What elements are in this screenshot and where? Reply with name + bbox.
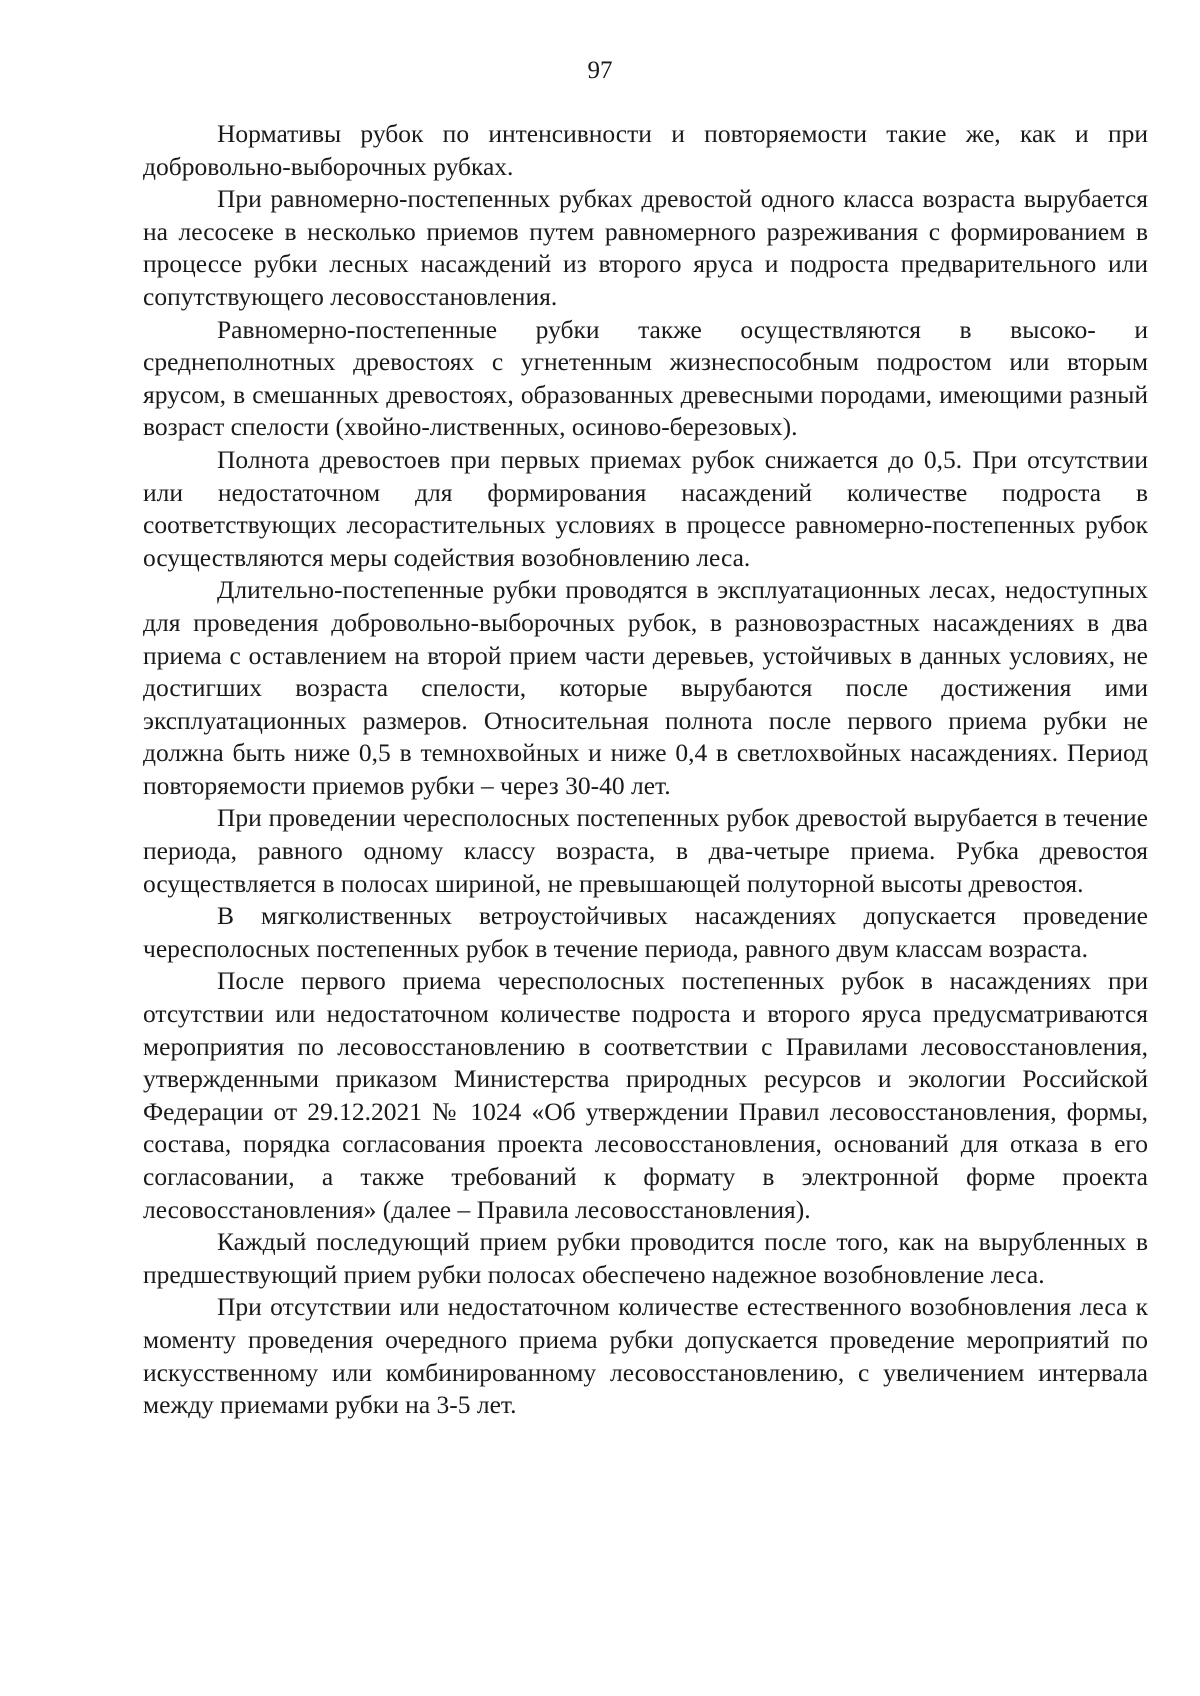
paragraph-soft-deciduous-stands: В мягколиственных ветроустойчивых насаждениях допускается проведение чересполосных постепенных рубок в течение периода, равного двум классам возраста. [143, 901, 1148, 963]
paragraph-reforestation-measures: После первого приема чересполосных постепенных рубок в насаждениях при отсутствии или недостаточном количестве подроста и второго яруса предусматриваются мероприятия по лесовосстановлению в соответствии с Правилами лесовосстановления, утвержденными приказом Министерства природных ресурсов и экологии Российской Федерации от 29.12.2021 № 1024 «Об утверждении Правил лесовосстановления, формы, состава, порядка согласования проекта лесовосстановления, оснований для отказа в его согласовании, а также требований к формату в электронной форме проекта лесовосстановления» (далее – Правила лесовосстановления). [143, 966, 1148, 1224]
paragraph-long-term-gradual-cuttings: Длительно-постепенные рубки проводятся в эксплуатационных лесах, недоступных для проведения добровольно-выборочных рубок, в разновозрастных насаждениях в два приема с оставлением на второй прием части деревьев, устойчивых в данных условиях, не достигших возраста спелости, которые вырубаются после достижения ими эксплуатационных размеров. Относительная полнота после первого приема рубки не должна быть ниже 0,5 в темнохвойных и ниже 0,4 в светлохвойных насаждениях. Период повторяемости приемов рубки – через 30-40 лет. [143, 575, 1148, 800]
paragraph-strip-gradual-cuttings: При проведении чересполосных постепенных рубок древостой вырубается в течение периода, равного одному классу возраста, в два-четыре приема. Рубка древостоя осуществляется в полосах шириной, не превышающей полуторной высоты древостоя. [143, 803, 1148, 898]
paragraph-stand-density: Полнота древостоев при первых приемах рубок снижается до 0,5. При отсутствии или недостаточном для формирования насаждений количестве подроста в соответствующих лесорастительных условиях в процессе равномерно-постепенных рубок осуществляются меры содействия возобновлению леса. [143, 444, 1148, 572]
paragraph-subsequent-cuttings: Каждый последующий прием рубки проводится после того, как на вырубленных в предшествующий прием рубки полосах обеспечено надежное возобновление леса. [143, 1227, 1148, 1289]
paragraph-cutting-norms: Нормативы рубок по интенсивности и повторяемости такие же, как и при добровольно-выборочных рубках. [143, 119, 1148, 181]
paragraph-uniform-gradual-cuttings: При равномерно-постепенных рубках древостой одного класса возраста вырубается на лесосеке в несколько приемов путем равномерного разреживания с формированием в процессе рубки лесных насаждений из второго яруса и подроста предварительного или сопутствующего лесовосстановления. [143, 184, 1148, 311]
page-number: 97 [587, 57, 613, 84]
document-body [143, 118, 1148, 1422]
paragraph-uniform-gradual-stands: Равномерно-постепенные рубки также осуществляются в высоко- и среднеполнотных древостоях с угнетенным жизнеспособным подростом или вторым ярусом, в смешанных древостоях, образованных древесными породами, имеющими разный возраст спелости (хвойно-лиственных, осиново-березовых). [143, 314, 1148, 442]
paragraph-artificial-reforestation: При отсутствии или недостаточном количестве естественного возобновления леса к моменту проведения очередного приема рубки допускается проведение мероприятий по искусственному или комбинированному лесовосстановлению, с увеличением интервала между приемами рубки на 3-5 лет. [143, 1292, 1148, 1420]
